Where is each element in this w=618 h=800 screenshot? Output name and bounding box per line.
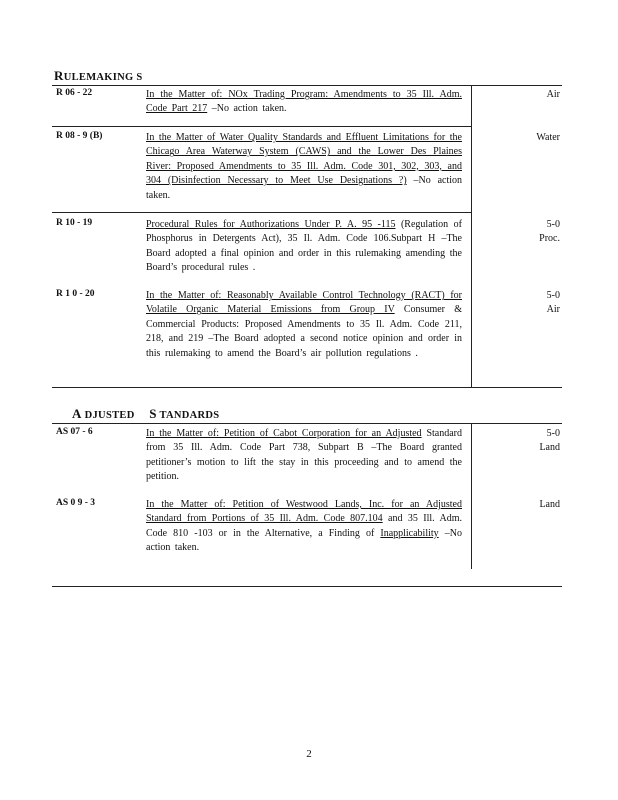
docket-number: AS 07 - 6 xyxy=(56,427,93,437)
rulemakings-top-rule xyxy=(52,85,562,86)
case-category: 5-0 Air xyxy=(546,290,560,316)
case-category: 5-0 Land xyxy=(539,428,560,454)
case-description: In the Matter of Water Quality Standards and Effluent Limitations for the Chicago Area Waterway System (CAWS) and the Lower Des Plaines River: Proposed Amendments to 35 Ill. Adm. Code 301, 302, 303, and 304 (Disinfection Necessary to Meet Use Designations ?) –No action taken. xyxy=(146,132,463,201)
row-rule xyxy=(52,126,472,127)
case-description: In the Matter of: Petition of Westwood Lands, Inc. for an Adjusted Standard from Portions of 35 Ill. Adm. Code 807.104 and 35 Ill. Adm. Code 810 -103 or in the Alternative, a Finding of Inapplicability –No action taken. xyxy=(146,499,462,554)
case-description: In the Matter of: Reasonably Available Control Technology (RACT) for Volatile Organic Material Emissions from Group IV Consumer & Commercial Products: Proposed Amendments to 35 Il. Adm. Code 211, 218, and 219 –The Board adopted a second notice opinion and order in this rulemaking to amend the Board’s air pollution regulations . xyxy=(146,290,462,359)
row-rule xyxy=(52,212,472,213)
case-description: Procedural Rules for Authorizations Under P. A. 95 -115 (Regulation of Phosphorus in Detergents Act), 35 Il. Adm. Code 106.Subpart H –The Board adopted a final opinion and order in this rulemaking amending the Board’s procedural rules . xyxy=(146,219,462,274)
docket-number: R 06 - 22 xyxy=(56,88,93,98)
case-description: In the Matter of: Petition of Cabot Corporation for an Adjusted Standard from 35 Ill. Adm. Code Part 738, Subpart B –The Board granted petitioner’s motion to lift the stay in this proceeding and to amend the petition. xyxy=(146,428,463,483)
case-category: Air xyxy=(546,89,560,100)
rulemakings-bottom-rule xyxy=(52,387,562,388)
docket-number: R 10 - 19 xyxy=(56,218,93,228)
docket-number: AS 0 9 - 3 xyxy=(56,498,96,508)
page-number: 2 xyxy=(306,748,312,760)
adjusted-column-divider xyxy=(471,423,472,569)
case-description: In the Matter of: NOx Trading Program: Amendments to 35 Ill. Adm. Code Part 217 –No action taken. xyxy=(146,89,462,115)
adjusted-top-rule xyxy=(52,423,562,424)
rulemakings-column-divider xyxy=(471,85,472,387)
rulemakings-heading: RULEMAKING S xyxy=(54,68,143,83)
docket-number: R 08 - 9 (B) xyxy=(56,131,103,141)
case-category: Land xyxy=(539,499,560,510)
case-category: 5-0 Proc. xyxy=(539,219,560,245)
docket-number: R 1 0 - 20 xyxy=(56,289,95,299)
adjusted-standards-heading: A DJUSTED S TANDARDS xyxy=(72,406,220,421)
adjusted-bottom-rule xyxy=(52,586,562,587)
case-category: Water xyxy=(536,132,560,143)
